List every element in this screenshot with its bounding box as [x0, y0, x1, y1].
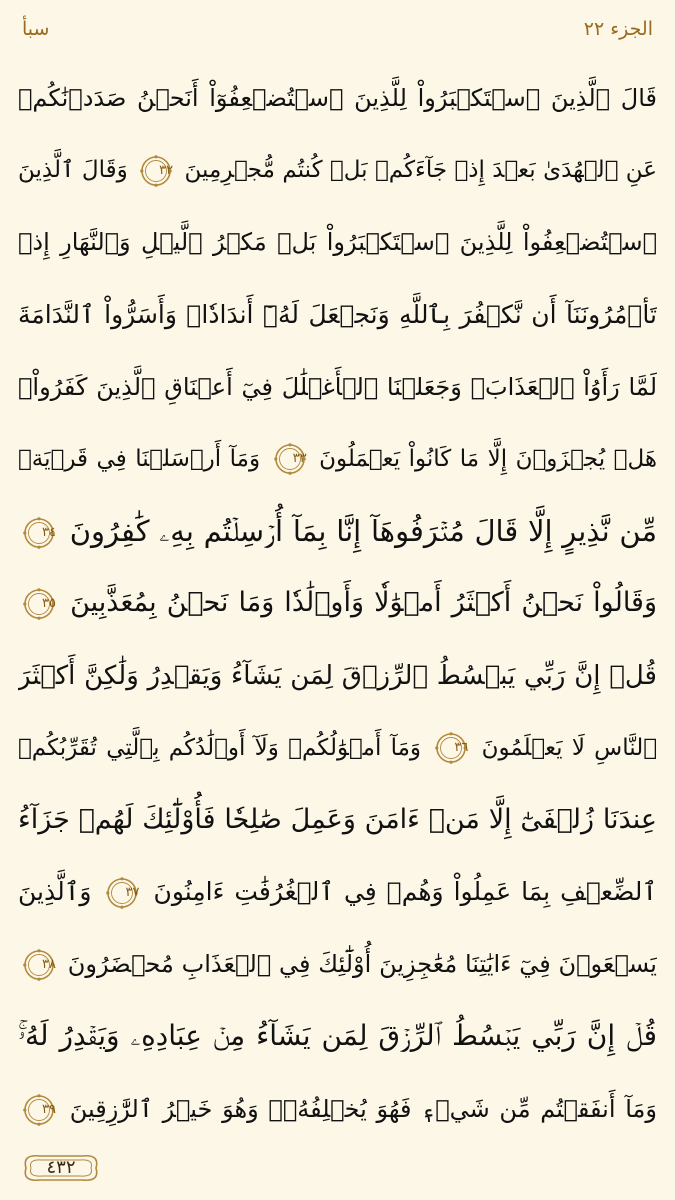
- text-line: [18, 423, 657, 495]
- text-line: [18, 279, 657, 351]
- verse-text: مِّن نَّذِيرٍ إِلَّا قَالَ مُتۡرَفُوهَآ إِنَّا بِمَآ أُرۡسِلۡتُم بِهِۦ كَٰفِرُونَ: [69, 514, 657, 549]
- ayah-number-marker: [105, 876, 139, 910]
- verse-text: وَقَالُواْ نَحۡنُ أَكۡثَرُ أَمۡوَٰلٗا وَأَوۡلَٰدٗا وَمَا نَحۡنُ بِمُعَذَّبِينَ: [70, 587, 657, 619]
- verse-text: قُلۡ إِنَّ رَبِّي يَبۡسُطُ ٱلرِّزۡقَ لِمَن يَشَآءُ وَيَقۡدِرُ وَلَٰكِنَّ أَكۡثَرَ: [18, 660, 657, 691]
- ayah-number-marker: [139, 154, 173, 188]
- verse-text: وَمَآ أَنفَقۡتُم مِّن شَيۡءٖ فَهُوَ يُخۡلِفُهُۥۖ وَهُوَ خَيۡرُ ٱلرَّٰزِقِينَ: [69, 1094, 657, 1123]
- ayah-number: ٣٦: [454, 740, 469, 756]
- ayah-number: ٣٨: [42, 957, 56, 973]
- verse-text: ٱلضِّعۡفِ بِمَا عَمِلُواْ وَهُمۡ فِي ٱلۡغُرُفَٰتِ ءَامِنُونَ: [153, 877, 657, 907]
- text-line: [18, 351, 657, 423]
- ayah-number-marker: [273, 442, 307, 476]
- verse-text: ٱلنَّاسِ لَا يَعۡلَمُونَ: [481, 734, 657, 761]
- verse-text: يَسۡعَوۡنَ فِيٓ ءَايَٰتِنَا مُعَٰجِزِينَ أُوْلَٰٓئِكَ فِي ٱلۡعَذَابِ مُحۡضَرُونَ: [67, 950, 657, 979]
- ayah-number-marker: [22, 587, 56, 621]
- verse-text: وَقَالَ ٱلَّذِينَ: [18, 157, 128, 184]
- ayah-number-marker: [22, 1093, 56, 1127]
- juz-label: الجزء ٢٢: [583, 18, 653, 40]
- text-line: [18, 62, 657, 134]
- verse-text: قَالَ ٱلَّذِينَ ٱسۡتَكۡبَرُواْ لِلَّذِينَ ٱسۡتُضۡعِفُوٓاْ أَنَحۡنُ صَدَدۡنَٰكُمۡ: [18, 84, 657, 112]
- text-line: [18, 495, 657, 567]
- verse-text: ٱسۡتُضۡعِفُواْ لِلَّذِينَ ٱسۡتَكۡبَرُواْ بَلۡ مَكۡرُ ٱلَّيۡلِ وَٱلنَّهَارِ إِذۡ: [18, 228, 657, 257]
- verse-text: وَمَآ أَرۡسَلۡنَا فِي قَرۡيَةٖ: [18, 445, 261, 472]
- text-line: [18, 928, 657, 1000]
- ayah-number: ٣٣: [292, 451, 307, 467]
- surah-name: سبأ: [22, 18, 50, 40]
- verse-text: تَأۡمُرُونَنَآ أَن نَّكۡفُرَ بِٱللَّهِ وَنَجۡعَلَ لَهُۥٓ أَندَادٗاۚ وَأَسَرُّواْ ٱلنَّدَامَةَ: [18, 299, 657, 329]
- verse-text: عَنِ ٱلۡهُدَىٰ بَعۡدَ إِذۡ جَآءَكُمۖ بَلۡ كُنتُم مُّجۡرِمِينَ: [184, 157, 657, 184]
- text-line: [18, 712, 657, 784]
- ayah-number: ٣٩: [42, 1101, 56, 1117]
- ayah-number: ٣٢: [159, 162, 174, 178]
- ayah-number-marker: [22, 948, 56, 982]
- text-line: [18, 134, 657, 206]
- text-line: [18, 856, 657, 928]
- ayah-number: ٣٥: [42, 595, 56, 611]
- page-header: [22, 12, 653, 46]
- text-line: [18, 1073, 657, 1145]
- verse-text: وَمَآ أَمۡوَٰلُكُمۡ وَلَآ أَوۡلَٰدُكُم بِٱلَّتِي تُقَرِّبُكُمۡ: [18, 734, 422, 761]
- verse-text: قُلۡ إِنَّ رَبِّي يَبۡسُطُ ٱلرِّزۡقَ لِمَن يَشَآءُ مِنۡ عِبَادِهِۦ وَيَقۡدِرُ لَهُۥۚ: [18, 1019, 657, 1053]
- verse-text: هَلۡ يُجۡزَوۡنَ إِلَّا مَا كَانُواْ يَعۡمَلُونَ: [319, 445, 657, 472]
- page-number: ٤٣٢: [46, 1157, 76, 1178]
- text-line: [18, 567, 657, 639]
- ayah-number-marker: [22, 516, 56, 550]
- ayah-number: ٣٤: [42, 525, 56, 541]
- page-number-frame: [18, 1150, 104, 1186]
- ayah-number: ٣٧: [125, 885, 140, 901]
- verse-text: عِندَنَا زُلۡفَىٰٓ إِلَّا مَنۡ ءَامَنَ وَعَمِلَ صَٰلِحٗا فَأُوْلَٰٓئِكَ لَهُمۡ جَزَآءُ: [18, 803, 657, 835]
- text-line: [18, 206, 657, 278]
- text-line: [18, 784, 657, 856]
- verse-text: لَمَّا رَأَوُاْ ٱلۡعَذَابَۚ وَجَعَلۡنَا ٱلۡأَغۡلَٰلَ فِيٓ أَعۡنَاقِ ٱلَّذِينَ كَفَرُواْۖ: [18, 372, 657, 401]
- text-line: [18, 640, 657, 712]
- quran-text-block: [18, 62, 657, 1145]
- text-line: [18, 1000, 657, 1072]
- verse-text: وَٱلَّذِينَ: [18, 877, 92, 907]
- ayah-number-marker: [434, 731, 468, 765]
